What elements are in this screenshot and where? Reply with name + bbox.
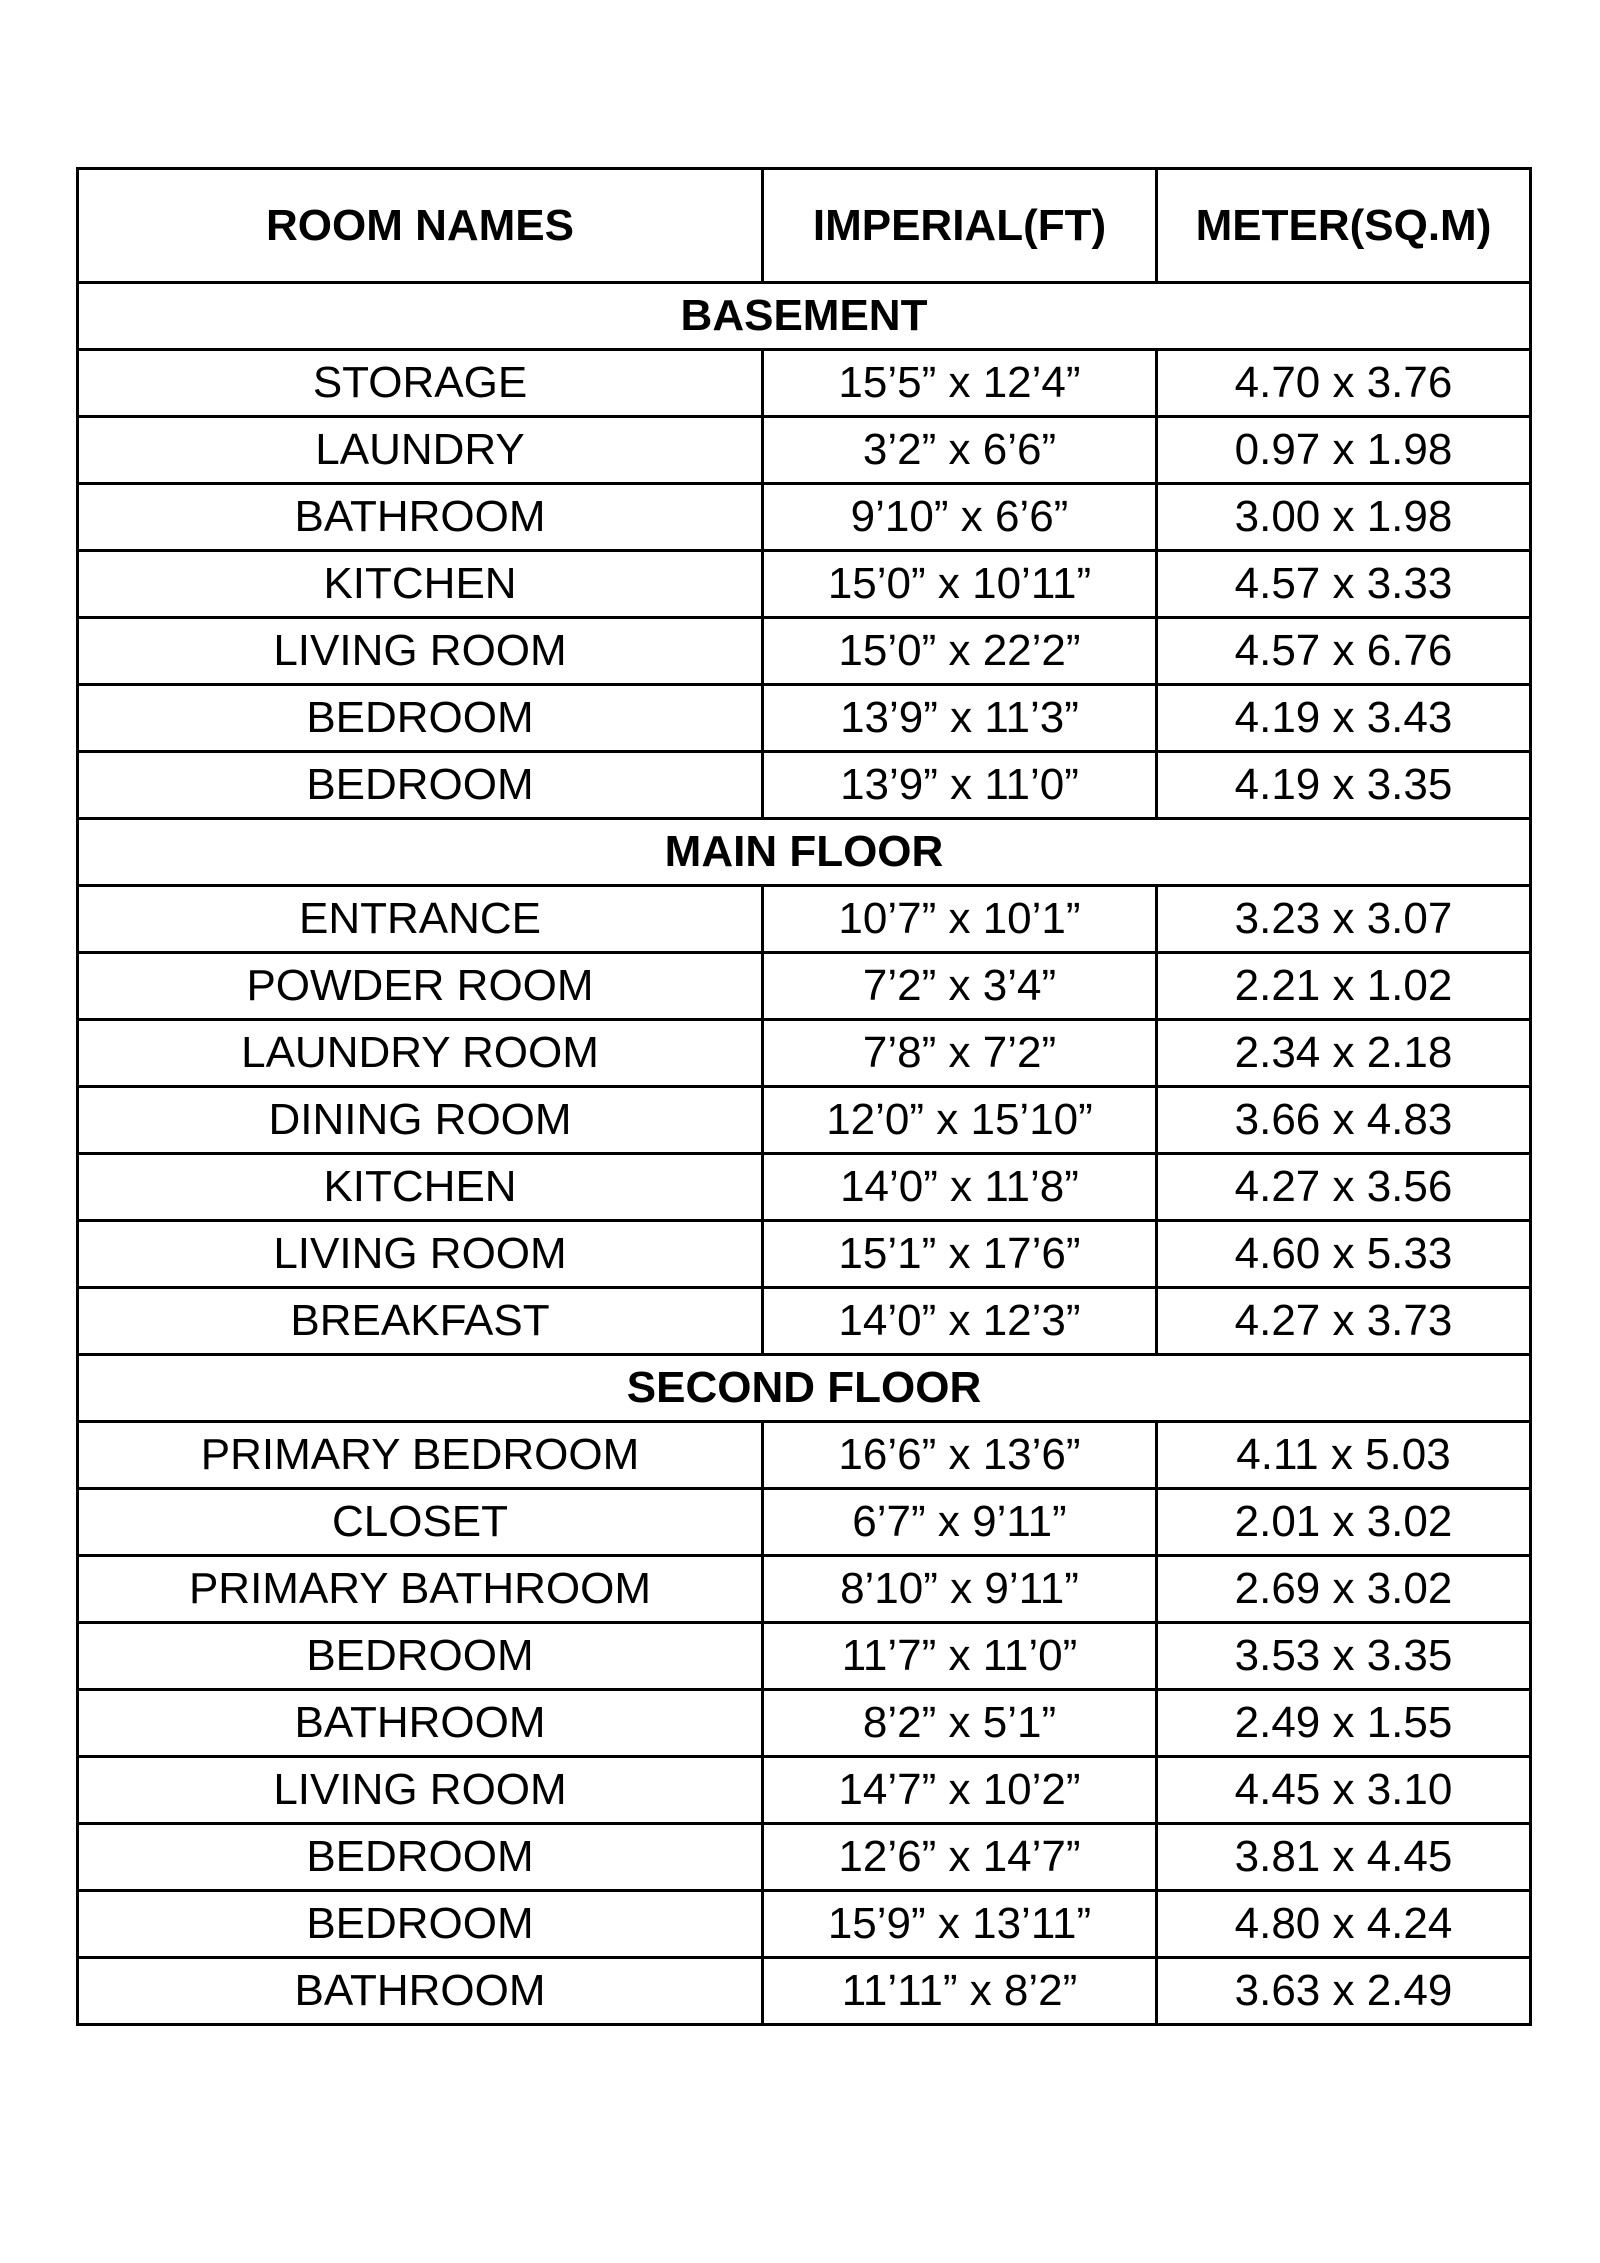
room-name-cell: LIVING ROOM	[78, 1221, 763, 1288]
room-name-cell: LIVING ROOM	[78, 618, 763, 685]
imperial-size-cell: 7’2” x 3’4”	[763, 953, 1157, 1020]
room-name-cell: BEDROOM	[78, 1891, 763, 1958]
imperial-size-cell: 16’6” x 13’6”	[763, 1422, 1157, 1489]
metric-size-cell: 4.19 x 3.35	[1157, 752, 1531, 819]
table-row	[78, 1489, 1531, 1556]
header-metric: METER(SQ.M)	[1157, 169, 1531, 283]
metric-size-cell: 2.49 x 1.55	[1157, 1690, 1531, 1757]
room-name-cell: ENTRANCE	[78, 886, 763, 953]
table-row	[78, 1757, 1531, 1824]
table-row	[78, 886, 1531, 953]
imperial-size-cell: 7’8” x 7’2”	[763, 1020, 1157, 1087]
imperial-size-cell: 9’10” x 6’6”	[763, 484, 1157, 551]
metric-size-cell: 3.23 x 3.07	[1157, 886, 1531, 953]
metric-size-cell: 2.34 x 2.18	[1157, 1020, 1531, 1087]
room-name-cell: BEDROOM	[78, 685, 763, 752]
metric-size-cell: 4.57 x 3.33	[1157, 551, 1531, 618]
room-name-cell: PRIMARY BATHROOM	[78, 1556, 763, 1623]
table-row	[78, 953, 1531, 1020]
room-name-cell: KITCHEN	[78, 1154, 763, 1221]
room-name-cell: STORAGE	[78, 350, 763, 417]
table-row	[78, 1221, 1531, 1288]
imperial-size-cell: 10’7” x 10’1”	[763, 886, 1157, 953]
room-name-cell: BATHROOM	[78, 1690, 763, 1757]
room-name-cell: BEDROOM	[78, 1623, 763, 1690]
room-name-cell: CLOSET	[78, 1489, 763, 1556]
imperial-size-cell: 8’10” x 9’11”	[763, 1556, 1157, 1623]
metric-size-cell: 3.81 x 4.45	[1157, 1824, 1531, 1891]
imperial-size-cell: 11’11” x 8’2”	[763, 1958, 1157, 2025]
metric-size-cell: 4.19 x 3.43	[1157, 685, 1531, 752]
imperial-size-cell: 15’0” x 22’2”	[763, 618, 1157, 685]
metric-size-cell: 4.27 x 3.73	[1157, 1288, 1531, 1355]
table-body	[78, 283, 1531, 2025]
section-title: BASEMENT	[78, 283, 1531, 350]
table-row	[78, 1623, 1531, 1690]
metric-size-cell: 3.53 x 3.35	[1157, 1623, 1531, 1690]
room-name-cell: LAUNDRY	[78, 417, 763, 484]
table-row	[78, 1422, 1531, 1489]
table-header	[78, 169, 1531, 283]
table-row	[78, 1958, 1531, 2025]
metric-size-cell: 3.66 x 4.83	[1157, 1087, 1531, 1154]
table-row	[78, 551, 1531, 618]
imperial-size-cell: 15’0” x 10’11”	[763, 551, 1157, 618]
metric-size-cell: 3.00 x 1.98	[1157, 484, 1531, 551]
imperial-size-cell: 12’6” x 14’7”	[763, 1824, 1157, 1891]
metric-size-cell: 4.45 x 3.10	[1157, 1757, 1531, 1824]
imperial-size-cell: 12’0” x 15’10”	[763, 1087, 1157, 1154]
section-row	[78, 819, 1531, 886]
room-name-cell: BEDROOM	[78, 1824, 763, 1891]
table-row	[78, 1020, 1531, 1087]
section-title: SECOND FLOOR	[78, 1355, 1531, 1422]
imperial-size-cell: 15’5” x 12’4”	[763, 350, 1157, 417]
imperial-size-cell: 14’0” x 12’3”	[763, 1288, 1157, 1355]
room-name-cell: KITCHEN	[78, 551, 763, 618]
imperial-size-cell: 13’9” x 11’3”	[763, 685, 1157, 752]
metric-size-cell: 4.27 x 3.56	[1157, 1154, 1531, 1221]
table-row	[78, 417, 1531, 484]
table-row	[78, 350, 1531, 417]
metric-size-cell: 4.60 x 5.33	[1157, 1221, 1531, 1288]
table-row	[78, 1556, 1531, 1623]
room-name-cell: BATHROOM	[78, 1958, 763, 2025]
metric-size-cell: 2.21 x 1.02	[1157, 953, 1531, 1020]
table-row	[78, 1891, 1531, 1958]
table-row	[78, 1154, 1531, 1221]
room-name-cell: DINING ROOM	[78, 1087, 763, 1154]
metric-size-cell: 4.80 x 4.24	[1157, 1891, 1531, 1958]
header-imperial: IMPERIAL(FT)	[763, 169, 1157, 283]
section-title: MAIN FLOOR	[78, 819, 1531, 886]
metric-size-cell: 2.69 x 3.02	[1157, 1556, 1531, 1623]
header-room-names: ROOM NAMES	[78, 169, 763, 283]
table-row	[78, 1824, 1531, 1891]
room-name-cell: BREAKFAST	[78, 1288, 763, 1355]
room-name-cell: LAUNDRY ROOM	[78, 1020, 763, 1087]
table-row	[78, 484, 1531, 551]
section-row	[78, 283, 1531, 350]
room-dimensions-table	[76, 167, 1532, 2026]
table-row	[78, 618, 1531, 685]
table-row	[78, 752, 1531, 819]
metric-size-cell: 0.97 x 1.98	[1157, 417, 1531, 484]
imperial-size-cell: 11’7” x 11’0”	[763, 1623, 1157, 1690]
imperial-size-cell: 15’1” x 17’6”	[763, 1221, 1157, 1288]
metric-size-cell: 4.11 x 5.03	[1157, 1422, 1531, 1489]
imperial-size-cell: 13’9” x 11’0”	[763, 752, 1157, 819]
room-name-cell: POWDER ROOM	[78, 953, 763, 1020]
room-name-cell: PRIMARY BEDROOM	[78, 1422, 763, 1489]
table-row	[78, 1690, 1531, 1757]
metric-size-cell: 2.01 x 3.02	[1157, 1489, 1531, 1556]
section-row	[78, 1355, 1531, 1422]
table-row	[78, 685, 1531, 752]
table-row	[78, 1087, 1531, 1154]
imperial-size-cell: 15’9” x 13’11”	[763, 1891, 1157, 1958]
metric-size-cell: 3.63 x 2.49	[1157, 1958, 1531, 2025]
header-row	[78, 169, 1531, 283]
imperial-size-cell: 3’2” x 6’6”	[763, 417, 1157, 484]
metric-size-cell: 4.70 x 3.76	[1157, 350, 1531, 417]
imperial-size-cell: 6’7” x 9’11”	[763, 1489, 1157, 1556]
room-name-cell: LIVING ROOM	[78, 1757, 763, 1824]
room-name-cell: BEDROOM	[78, 752, 763, 819]
room-name-cell: BATHROOM	[78, 484, 763, 551]
imperial-size-cell: 14’0” x 11’8”	[763, 1154, 1157, 1221]
imperial-size-cell: 8’2” x 5’1”	[763, 1690, 1157, 1757]
imperial-size-cell: 14’7” x 10’2”	[763, 1757, 1157, 1824]
table-row	[78, 1288, 1531, 1355]
metric-size-cell: 4.57 x 6.76	[1157, 618, 1531, 685]
